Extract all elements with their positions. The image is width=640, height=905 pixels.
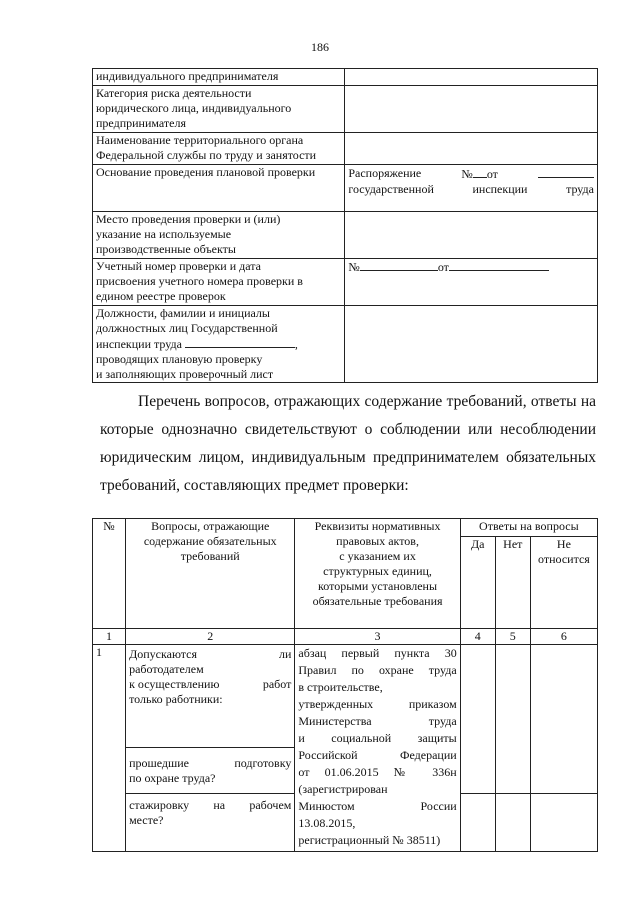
info-value: № от [345, 259, 598, 306]
column-number: 5 [495, 629, 530, 645]
info-label: Место проведения проверки и (или) указание на используемые производственные объекты [93, 212, 345, 259]
info-value [345, 212, 598, 259]
requisites-text: абзац первый пункта 30 Правил по охране труда в строительстве, утвержденных приказом Министерства труда и социальной защиты Российской Федерации от 01.06.2015 № 336н (зарегистрирован Минюстом России 13.08.2015, регистрационный № 38511) [295, 645, 460, 852]
answer-yes-cell[interactable] [460, 645, 495, 794]
info-label: Основание проведения плановой проверки [93, 165, 345, 212]
info-row-entrepreneur [93, 69, 598, 86]
header-requisites: Реквизиты нормативных правовых актов, с указанием их структурных единиц, которыми установлены обязательные требования [295, 519, 460, 629]
checklist-table [92, 518, 598, 852]
column-number: 3 [295, 629, 460, 645]
header-no: Нет [495, 537, 530, 629]
info-value [345, 133, 598, 165]
info-row-inspectors [93, 306, 598, 383]
question-text: Допускаются ли работодателем к осуществлению работ только работники: [126, 645, 295, 748]
info-row-registration-number [93, 259, 598, 306]
checklist-heading: Перечень вопросов, отражающих содержание требований, ответы на которые однозначно свидетельствуют о соблюдении или несоблюдении юридическим лицом, индивидуальным предпринимателем обязательных требований, составляющих предмет проверки: [100, 393, 596, 494]
answer-yes-cell[interactable] [460, 794, 495, 852]
info-label: Категория риска деятельности юридического лица, индивидуального предпринимателя [93, 86, 345, 133]
column-numbers-row [93, 629, 598, 645]
info-label: индивидуального предпринимателя [93, 69, 345, 86]
header-num: № [93, 519, 126, 629]
header-answers: Ответы на вопросы [460, 519, 597, 537]
question-row-main [93, 645, 598, 748]
answer-na-cell[interactable] [530, 794, 597, 852]
question-text: прошедшие подготовку по охране труда? [126, 748, 295, 794]
column-number: 2 [126, 629, 295, 645]
header-not-applicable: Не относится [530, 537, 597, 629]
question-number: 1 [93, 645, 126, 852]
question-text: стажировку на рабочем месте? [126, 794, 295, 852]
info-value: Распоряжение № от государственной инспекции труда [345, 165, 598, 212]
column-number: 6 [530, 629, 597, 645]
header-yes: Да [460, 537, 495, 629]
info-value [345, 306, 598, 383]
column-number: 1 [93, 629, 126, 645]
info-row-inspection-basis [93, 165, 598, 212]
answer-no-cell[interactable] [495, 645, 530, 794]
info-value [345, 86, 598, 133]
info-row-risk-category [93, 86, 598, 133]
info-row-inspection-place [93, 212, 598, 259]
info-label: Наименование территориального органа Федеральной службы по труду и занятости [93, 133, 345, 165]
info-value [345, 69, 598, 86]
info-row-territorial-body [93, 133, 598, 165]
header-questions: Вопросы, отражающие содержание обязательных требований [126, 519, 295, 629]
page-number: 186 [311, 40, 329, 54]
answer-na-cell[interactable] [530, 645, 597, 794]
info-label: Должности, фамилии и инициалы должностных лиц Государственной инспекции труда , проводящих плановую проверку и заполняющих проверочный лист [93, 306, 345, 383]
inspection-info-table [92, 68, 598, 383]
info-label: Учетный номер проверки и дата присвоения учетного номера проверки в едином реестре проверок [93, 259, 345, 306]
answer-no-cell[interactable] [495, 794, 530, 852]
header-row [93, 519, 598, 537]
column-number: 4 [460, 629, 495, 645]
